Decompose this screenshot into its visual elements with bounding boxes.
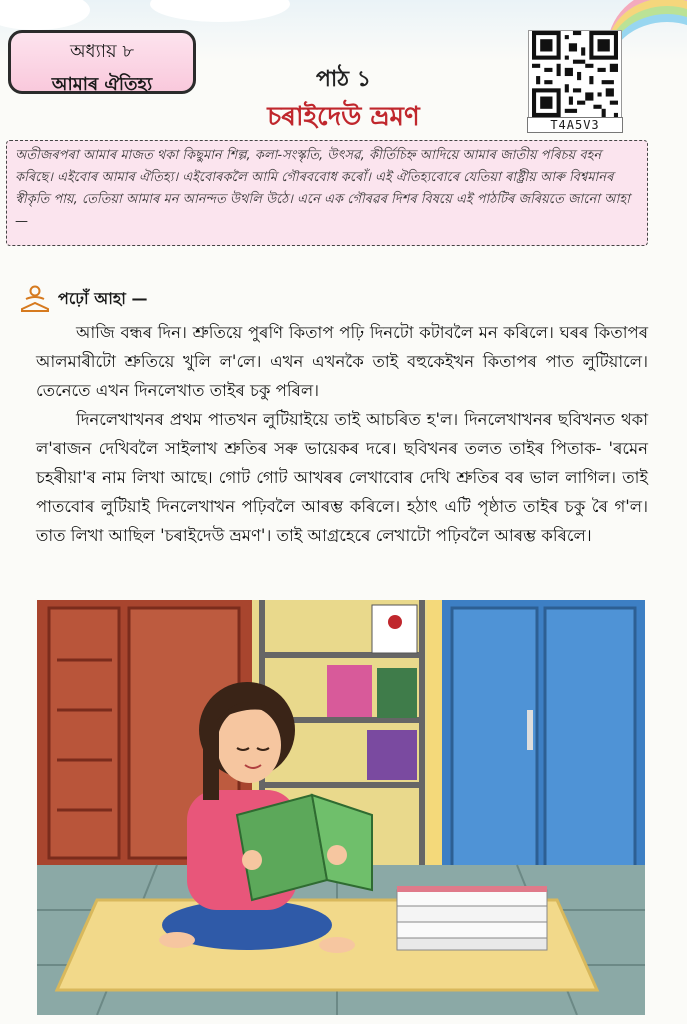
lesson-number: পাঠ ১: [315, 67, 371, 92]
cloud-decoration: [150, 0, 290, 22]
chapter-title: আমাৰ ঐতিহ্য: [51, 74, 153, 95]
paragraph: দিনলেখাখনৰ প্ৰথম পাতখন লুটিয়াইয়ে তাই আচৰিত হ'ল। দিনলেখাখনৰ ছবিখনত থকা ল'ৰাজন দেখিবলৈ সাইলাখ শ্ৰুতিৰ সৰু ভায়েকৰ দৰে। ছবিখনৰ তলত তাইৰ পিতাক- 'ৰমেন চহৰীয়া'ৰ নাম লিখা আছে। গোট গোট আখৰৰ লেখাবোৰ দেখি শ্ৰুতিৰ বৰ ভাল লাগিল। তাই পাতবোৰ লুটিয়াই দিনলেখাখন পঢ়িবলৈ আৰম্ভ কৰিলে। হঠাৎ এটি পৃষ্ঠাত তাইৰ চকু ৰৈ গ'ল। তাত লিখা আছিল 'চৰাইদেউ ভ্ৰমণ'। তাই আগ্ৰহেৰে লেখাটো পঢ়িবলৈ আৰম্ভ কৰিলে।: [36, 410, 648, 545]
qr-code-icon: [528, 30, 622, 118]
intro-box: অতীজৰপৰা আমাৰ মাজত থকা কিছুমান শিল্প, কলা-সংস্কৃতি, উৎসৱ, কীৰ্তিচিহ্ন আদিয়ে আমাৰ জাতীয় পৰিচয় বহন কৰিছে। এইবোৰ আমাৰ ঐতিহ্য। এইবোৰকলৈ আমি গৌৰববোধ কৰোঁ। এই ঐতিহ্যবোৰে যেতিয়া ৰাষ্ট্ৰীয় আৰু বিশ্বমানৰ স্বীকৃতি পায়, তেতিয়া আমাৰ মন আনন্দত উথলি উঠে। এনে এক গৌৰৱৰ দিশৰ বিষয়ে এই পাঠটিৰ জৰিয়তে জানো আহা—: [6, 140, 648, 246]
qr-code-label: T4A5V3: [527, 117, 623, 133]
read-heading-text: পঢ়োঁ আহা —: [58, 288, 148, 308]
girl-reading-illustration: [37, 600, 645, 1015]
read-heading: [18, 285, 148, 313]
reading-person-icon: [18, 285, 52, 313]
cloud-decoration: [0, 0, 90, 30]
story-text: [36, 318, 648, 550]
paragraph: আজি বন্ধৰ দিন। শ্ৰুতিয়ে পুৰণি কিতাপ পঢ়ি দিনটো কটাবলৈ মন কৰিলে। ঘৰৰ কিতাপৰ আলমাৰীটো শ্ৰুতিয়ে খুলি ল'লে। এখন এখনকৈ তাই বহুকেইখন কিতাপৰ পাত লুটিয়ালে। তেনেতে এখন দিনলেখাত তাইৰ চকু পৰিল।: [36, 323, 648, 400]
lesson-title: চৰাইদেউ ভ্ৰমণ: [267, 102, 420, 132]
chapter-label: অধ্যায় ৮: [69, 41, 135, 62]
